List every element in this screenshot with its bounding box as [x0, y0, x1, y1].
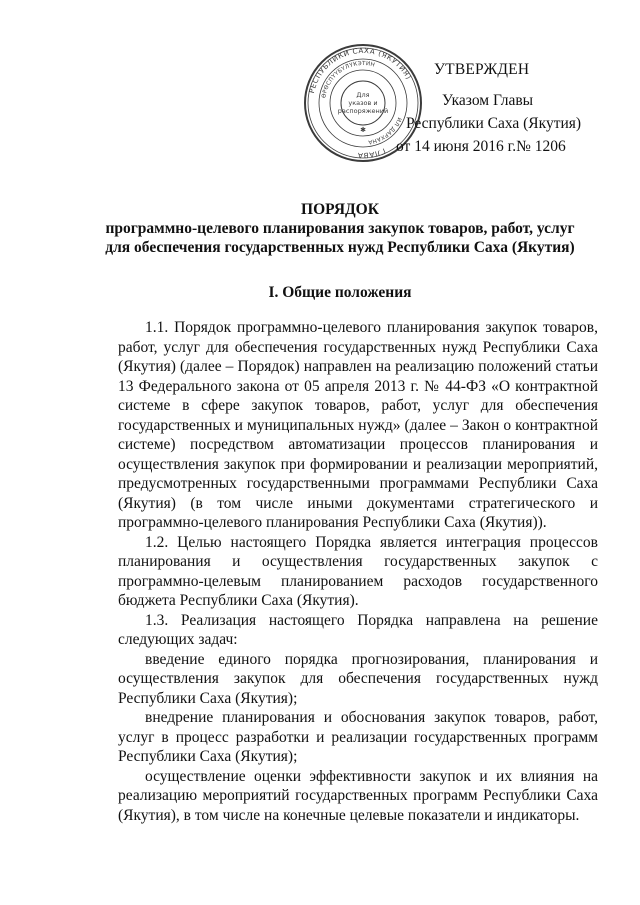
approval-decree: Указом Главы [442, 92, 534, 109]
heading-subtitle-2: для обеспечения государственных нужд Республики Саха (Якутия) [105, 239, 575, 256]
seal-outer-text: РЕСПУБЛИКИ САХА (ЯКУТИЯ) [307, 45, 414, 95]
task-item-3: осуществление оценки эффективности закупок и их влияния на реализацию мероприятий государственных программ Республики Саха (Якутия), в том числе на конечные целевые показатели и индикаторы. [118, 767, 598, 824]
task-item-1: введение единого порядка прогнозирования, планирования и осуществления закупок для обеспечения государственных нужд Республики Саха (Якутия); [118, 650, 598, 707]
seal-center-line1: Для [356, 91, 370, 99]
approval-republic: Республики Саха (Якутия) [406, 115, 582, 132]
seal-left-text: ГЛАВА [357, 146, 387, 161]
seal-center-line3: распоряжений [337, 107, 389, 115]
seal-center-line2: указов и [348, 99, 378, 107]
document-heading [80, 200, 600, 257]
heading-title: ПОРЯДОК [301, 201, 379, 218]
section-title: I. Общие положения [268, 284, 412, 301]
task-item-2: внедрение планирования и обоснования закупок товаров, работ, услуг в процесс разработки и реализации государственных программ Республики Саха (Якутия); [118, 709, 598, 765]
document-body [118, 318, 598, 825]
approval-title: УТВЕРЖДЕН [434, 61, 530, 78]
heading-subtitle-1: программно-целевого планирования закупок товаров, работ, услуг [105, 220, 575, 237]
paragraph-1-3: 1.3. Реализация настоящего Порядка направлена на решение следующих задач: [118, 611, 598, 648]
approval-date-number: от 14 июня 2016 г.№ 1206 [396, 138, 566, 155]
seal-star-icon: ✱ [360, 126, 366, 134]
seal-inner-text-left: ӨРӨСПҮҮБҮЛҮКЭТИН [321, 60, 376, 99]
paragraph-1-2: 1.2. Целью настоящего Порядка является интеграция процессов планирования и осуществления государственных закупок с программно-целевым планированием расходов государственного бюджета Республики Саха (Якутия). [118, 533, 598, 609]
paragraph-1-1: 1.1. Порядок программно-целевого планирования закупок товаров, работ, услуг для обеспечения государственных нужд Республики Саха (Якутия) (далее – Порядок) направлен на реализацию положений статьи 13 Федерального закона от 05 апреля 2013 г. № 44-ФЗ «О контрактной системе в сфере закупок товаров, работ, услуг для обеспечения государственных и муниципальных нужд» (далее – Закон о контрактной системе) посредством автоматизации процессов планирования и осуществления закупок при формировании и реализации мероприятий, предусмотренных государственными программами Республики Саха (Якутия) (в том числе иными документами стратегического и программно-целевого планирования Республики Саха (Якутия)). [118, 319, 598, 531]
seal-inner-text: ИЛ ДАРХАНА [367, 116, 403, 145]
approval-block [392, 58, 592, 158]
